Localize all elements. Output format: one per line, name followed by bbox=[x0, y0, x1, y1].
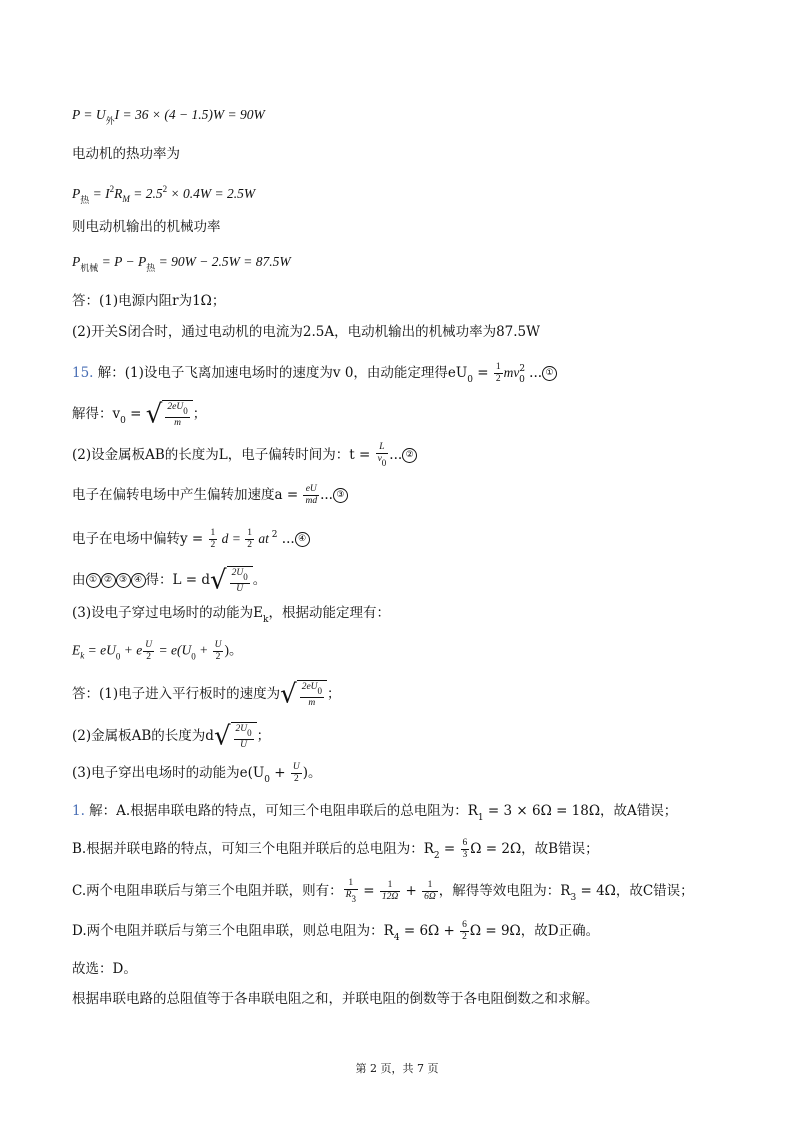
marker-4: ④ bbox=[295, 532, 310, 547]
q1-summary: 根据串联电路的总阻值等于各串联电阻之和，并联电阻的倒数等于各电阻倒数之和求解。 bbox=[72, 991, 599, 1007]
answer-line-2: (2)开关S闭合时，通过电动机的电流为2.5A，电动机输出的机械功率为87.5W bbox=[72, 324, 541, 340]
formula-p-output: $P = U_外I = 36 \times (4 - 1.5)W = 90W$ bbox=[72, 107, 265, 126]
formula-mech-power: $P_{机械} = P - P_热 = 90W - 2.5W = 87.5W$ bbox=[72, 254, 291, 273]
q15-step-5: (3)设电子穿过电场时的动能为$E_k$，根据动能定理有： bbox=[72, 605, 390, 625]
marker-2: ② bbox=[402, 448, 417, 463]
q15-step-1: 15. 解：(1)设电子飞离加速电场时的速度为v 0，由动能定理得$eU_0$ = $\frac{1}{2}$ $mv^2_0$ ... ① bbox=[72, 360, 557, 389]
marker-3: ③ bbox=[333, 488, 348, 503]
page-footer: 第 2 页，共 7 页 bbox=[355, 1062, 439, 1075]
text-heat-power-label: 电动机的热功率为 bbox=[72, 146, 180, 162]
q15-solve-v0: 解得：$v_0$ = √ $\frac{2eU0}{m}$ ； bbox=[72, 399, 207, 430]
q15-derive-L: 由 ① ② ③ ④ 得：L = d√ $\frac{2U0}{U}$ 。 bbox=[72, 565, 267, 596]
q15-step-4: 电子在电场中偏转y = $\frac{1}{2}$ d = $\frac{1}{2}$ at $^2$ ... ④ bbox=[72, 526, 310, 551]
formula-heat-power: $P_热 = I^2R_M = 2.5^2 \times 0.4W = 2.5W$ bbox=[72, 184, 256, 205]
q15-answer-3: (3)电子穿出电场时的动能为$e(U_0$ + $\frac{U}{2}$ )。 bbox=[72, 762, 322, 785]
q15-answer-1: 答：(1)电子进入平行板时的速度为√ $\frac{2eU0}{m}$ ； bbox=[72, 679, 341, 710]
q1-choice: 故选：D。 bbox=[72, 961, 137, 977]
q1-option-a: 1. 解：A.根据串联电路的特点，可知三个电阻串联后的总电阻为：$R_1 = 3 \times 6\Omega = 18\Omega$，故A错误； bbox=[72, 803, 678, 823]
q15-energy-formula: $E_k = eU_0 + e$ $\frac{U}{2}$ = $e(U_0$ + $\frac{U}{2}$ )。 bbox=[72, 640, 243, 662]
answer-line-1: 答：(1)电源内阻r为1Ω； bbox=[72, 293, 226, 309]
q15-step-2: (2)设金属板AB的长度为L，电子偏转时间为：t = $\frac{L}{v0}$ ... ② bbox=[72, 442, 417, 469]
q1-option-b: B.根据并联电路的特点，可知三个电阻并联后的总电阻为：$R_2$ = $\frac{6}{3}$ Ω = 2Ω，故B错误； bbox=[72, 838, 599, 861]
marker-1: ① bbox=[542, 366, 557, 381]
fraction-half: $\frac{1}{2}$ bbox=[495, 362, 501, 384]
q1-option-d: D.两个电阻并联后与第三个电阻串联，则总电阻为：$R_4 = 6\Omega$ + $\frac{6}{2}$ Ω = 9Ω，故D正确。 bbox=[72, 920, 600, 943]
q1-option-c: C.两个电阻串联后与第三个电阻并联，则有： $\frac{1}{R3}$ = $\frac{1}{12\Omega}$ + $\frac{1}{6\Omega}$ ，解得等效电阻为：$R_3 = 4\Omega$，故C错误； bbox=[72, 878, 694, 904]
text-mech-power-label: 则电动机输出的机械功率 bbox=[72, 219, 221, 235]
q15-step-3: 电子在偏转电场中产生偏转加速度a = $\frac{eU}{md}$ ... ③ bbox=[72, 484, 348, 507]
q15-answer-2: (2)金属板AB的长度为d√ $\frac{2U0}{U}$ ； bbox=[72, 721, 271, 752]
